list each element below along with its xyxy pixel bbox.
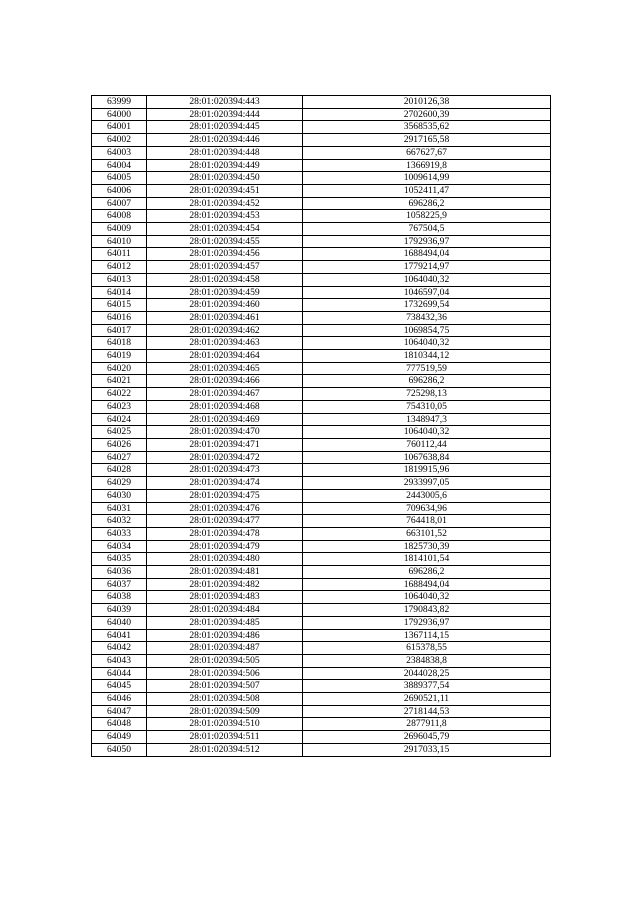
cadastral-number-cell: 28:01:020394:459 (147, 286, 303, 299)
cadastral-number-cell: 28:01:020394:510 (147, 718, 303, 731)
row-number-cell: 64042 (92, 642, 147, 655)
cadastral-number-cell: 28:01:020394:467 (147, 388, 303, 401)
table-row (92, 299, 551, 312)
cadastral-number-cell: 28:01:020394:446 (147, 134, 303, 147)
table-row (92, 743, 551, 756)
table-row (92, 108, 551, 121)
row-number-cell: 64039 (92, 604, 147, 617)
row-number-cell: 64019 (92, 350, 147, 363)
cadastral-number-cell: 28:01:020394:454 (147, 223, 303, 236)
row-number-cell: 64021 (92, 375, 147, 388)
cadastral-number-cell: 28:01:020394:464 (147, 350, 303, 363)
value-cell: 3568535,62 (303, 121, 551, 134)
row-number-cell: 64037 (92, 578, 147, 591)
value-cell: 1825730,39 (303, 540, 551, 553)
row-number-cell: 64048 (92, 718, 147, 731)
value-cell: 1819915,96 (303, 464, 551, 477)
table-row (92, 273, 551, 286)
table-row (92, 324, 551, 337)
cadastral-number-cell: 28:01:020394:449 (147, 159, 303, 172)
value-cell: 1064040,32 (303, 426, 551, 439)
cadastral-number-cell: 28:01:020394:486 (147, 629, 303, 642)
value-cell: 1790843,82 (303, 604, 551, 617)
row-number-cell: 64032 (92, 515, 147, 528)
row-number-cell: 64007 (92, 197, 147, 210)
value-cell: 1792936,97 (303, 616, 551, 629)
table-row (92, 477, 551, 490)
cadastral-number-cell: 28:01:020394:478 (147, 527, 303, 540)
cadastral-number-cell: 28:01:020394:482 (147, 578, 303, 591)
cadastral-number-cell: 28:01:020394:483 (147, 591, 303, 604)
row-number-cell: 64040 (92, 616, 147, 629)
value-cell: 1366919,8 (303, 159, 551, 172)
row-number-cell: 64035 (92, 553, 147, 566)
row-number-cell: 64024 (92, 413, 147, 426)
row-number-cell: 64046 (92, 693, 147, 706)
value-cell: 663101,52 (303, 527, 551, 540)
table-row (92, 388, 551, 401)
value-cell: 1810344,12 (303, 350, 551, 363)
cadastral-number-cell: 28:01:020394:443 (147, 96, 303, 109)
table-row (92, 527, 551, 540)
value-cell: 725298,13 (303, 388, 551, 401)
cadastral-number-cell: 28:01:020394:456 (147, 248, 303, 261)
table-row (92, 642, 551, 655)
table-row (92, 184, 551, 197)
row-number-cell: 64036 (92, 566, 147, 579)
row-number-cell: 64022 (92, 388, 147, 401)
cadastral-number-cell: 28:01:020394:477 (147, 515, 303, 528)
table-row (92, 210, 551, 223)
table-row (92, 591, 551, 604)
table-row (92, 438, 551, 451)
row-number-cell: 64033 (92, 527, 147, 540)
row-number-cell: 64004 (92, 159, 147, 172)
value-cell: 2917165,58 (303, 134, 551, 147)
cadastral-number-cell: 28:01:020394:462 (147, 324, 303, 337)
row-number-cell: 64047 (92, 705, 147, 718)
cadastral-number-cell: 28:01:020394:448 (147, 146, 303, 159)
table-row (92, 197, 551, 210)
value-cell: 2877911,8 (303, 718, 551, 731)
table-row (92, 489, 551, 502)
cadastral-number-cell: 28:01:020394:473 (147, 464, 303, 477)
cadastral-number-cell: 28:01:020394:465 (147, 362, 303, 375)
table-row (92, 502, 551, 515)
table-row (92, 515, 551, 528)
row-number-cell: 64045 (92, 680, 147, 693)
cadastral-number-cell: 28:01:020394:509 (147, 705, 303, 718)
value-cell: 1814101,54 (303, 553, 551, 566)
table-row (92, 654, 551, 667)
value-cell: 696286,2 (303, 197, 551, 210)
table-row (92, 96, 551, 109)
row-number-cell: 64049 (92, 731, 147, 744)
table-row (92, 680, 551, 693)
table-row (92, 400, 551, 413)
cadastral-number-cell: 28:01:020394:453 (147, 210, 303, 223)
cadastral-number-cell: 28:01:020394:485 (147, 616, 303, 629)
cadastral-number-cell: 28:01:020394:471 (147, 438, 303, 451)
value-cell: 1058225,9 (303, 210, 551, 223)
row-number-cell: 64010 (92, 235, 147, 248)
value-cell: 2702600,39 (303, 108, 551, 121)
table-row (92, 337, 551, 350)
table-row (92, 566, 551, 579)
row-number-cell: 64003 (92, 146, 147, 159)
row-number-cell: 64002 (92, 134, 147, 147)
value-cell: 1688494,04 (303, 248, 551, 261)
row-number-cell: 64023 (92, 400, 147, 413)
value-cell: 2443005,6 (303, 489, 551, 502)
table-row (92, 261, 551, 274)
table-row (92, 134, 551, 147)
table-row (92, 731, 551, 744)
cadastral-number-cell: 28:01:020394:450 (147, 172, 303, 185)
table-row (92, 693, 551, 706)
table-row (92, 540, 551, 553)
cadastral-number-cell: 28:01:020394:476 (147, 502, 303, 515)
table-row (92, 616, 551, 629)
cadastral-number-cell: 28:01:020394:458 (147, 273, 303, 286)
cadastral-number-cell: 28:01:020394:475 (147, 489, 303, 502)
value-cell: 1064040,32 (303, 273, 551, 286)
row-number-cell: 63999 (92, 96, 147, 109)
row-number-cell: 64025 (92, 426, 147, 439)
row-number-cell: 64008 (92, 210, 147, 223)
cadastral-number-cell: 28:01:020394:511 (147, 731, 303, 744)
value-cell: 754310,05 (303, 400, 551, 413)
value-cell: 2696045,79 (303, 731, 551, 744)
row-number-cell: 64020 (92, 362, 147, 375)
row-number-cell: 64028 (92, 464, 147, 477)
value-cell: 2718144,53 (303, 705, 551, 718)
table-row (92, 311, 551, 324)
table-row (92, 451, 551, 464)
cadastral-number-cell: 28:01:020394:445 (147, 121, 303, 134)
value-cell: 696286,2 (303, 375, 551, 388)
row-number-cell: 64029 (92, 477, 147, 490)
value-cell: 1688494,04 (303, 578, 551, 591)
table-row (92, 553, 551, 566)
value-cell: 767504,5 (303, 223, 551, 236)
table-row (92, 159, 551, 172)
table-row (92, 718, 551, 731)
row-number-cell: 64017 (92, 324, 147, 337)
value-cell: 2917033,15 (303, 743, 551, 756)
cadastral-number-cell: 28:01:020394:479 (147, 540, 303, 553)
table-row (92, 286, 551, 299)
cadastral-number-cell: 28:01:020394:452 (147, 197, 303, 210)
table-row (92, 667, 551, 680)
table-row (92, 375, 551, 388)
value-cell: 615378,55 (303, 642, 551, 655)
cadastral-number-cell: 28:01:020394:506 (147, 667, 303, 680)
value-cell: 3889377,54 (303, 680, 551, 693)
value-cell: 2933997,05 (303, 477, 551, 490)
row-number-cell: 64005 (92, 172, 147, 185)
value-cell: 760112,44 (303, 438, 551, 451)
row-number-cell: 64044 (92, 667, 147, 680)
value-cell: 1067638,84 (303, 451, 551, 464)
value-cell: 667627,67 (303, 146, 551, 159)
table-row (92, 705, 551, 718)
row-number-cell: 64038 (92, 591, 147, 604)
cadastral-number-cell: 28:01:020394:466 (147, 375, 303, 388)
value-cell: 709634,96 (303, 502, 551, 515)
row-number-cell: 64018 (92, 337, 147, 350)
value-cell: 1348947,3 (303, 413, 551, 426)
row-number-cell: 64011 (92, 248, 147, 261)
row-number-cell: 64043 (92, 654, 147, 667)
cadastral-number-cell: 28:01:020394:451 (147, 184, 303, 197)
cadastral-number-cell: 28:01:020394:457 (147, 261, 303, 274)
value-cell: 1779214,97 (303, 261, 551, 274)
value-cell: 738432,36 (303, 311, 551, 324)
cadastral-number-cell: 28:01:020394:444 (147, 108, 303, 121)
table-row (92, 578, 551, 591)
row-number-cell: 64041 (92, 629, 147, 642)
row-number-cell: 64034 (92, 540, 147, 553)
value-cell: 1367114,15 (303, 629, 551, 642)
value-cell: 696286,2 (303, 566, 551, 579)
table-row (92, 464, 551, 477)
value-cell: 1064040,32 (303, 591, 551, 604)
cadastral-number-cell: 28:01:020394:460 (147, 299, 303, 312)
row-number-cell: 64014 (92, 286, 147, 299)
value-cell: 2690521,11 (303, 693, 551, 706)
value-cell: 1732699,54 (303, 299, 551, 312)
row-number-cell: 64013 (92, 273, 147, 286)
value-cell: 2044028,25 (303, 667, 551, 680)
cadastral-number-cell: 28:01:020394:474 (147, 477, 303, 490)
row-number-cell: 64026 (92, 438, 147, 451)
table-row (92, 350, 551, 363)
table-row (92, 248, 551, 261)
table-row (92, 223, 551, 236)
row-number-cell: 64006 (92, 184, 147, 197)
value-cell: 1792936,97 (303, 235, 551, 248)
row-number-cell: 64001 (92, 121, 147, 134)
table-row (92, 426, 551, 439)
cadastral-number-cell: 28:01:020394:507 (147, 680, 303, 693)
row-number-cell: 64000 (92, 108, 147, 121)
table-row (92, 235, 551, 248)
table-body (92, 96, 551, 757)
cadastral-number-cell: 28:01:020394:455 (147, 235, 303, 248)
value-cell: 1064040,32 (303, 337, 551, 350)
table-row (92, 146, 551, 159)
row-number-cell: 64030 (92, 489, 147, 502)
cadastral-number-cell: 28:01:020394:487 (147, 642, 303, 655)
row-number-cell: 64009 (92, 223, 147, 236)
row-number-cell: 64012 (92, 261, 147, 274)
value-cell: 1046597,04 (303, 286, 551, 299)
value-cell: 1052411,47 (303, 184, 551, 197)
cadastral-number-cell: 28:01:020394:461 (147, 311, 303, 324)
cadastral-number-cell: 28:01:020394:470 (147, 426, 303, 439)
cadastral-number-cell: 28:01:020394:463 (147, 337, 303, 350)
row-number-cell: 64027 (92, 451, 147, 464)
cadastral-number-cell: 28:01:020394:505 (147, 654, 303, 667)
row-number-cell: 64031 (92, 502, 147, 515)
value-cell: 1009614,99 (303, 172, 551, 185)
table-row (92, 172, 551, 185)
cadastral-number-cell: 28:01:020394:508 (147, 693, 303, 706)
table-row (92, 629, 551, 642)
table-row (92, 121, 551, 134)
cadastral-number-cell: 28:01:020394:469 (147, 413, 303, 426)
value-cell: 2384838,8 (303, 654, 551, 667)
value-cell: 777519,59 (303, 362, 551, 375)
cadastral-number-cell: 28:01:020394:480 (147, 553, 303, 566)
cadastral-value-table (91, 95, 551, 757)
cadastral-number-cell: 28:01:020394:481 (147, 566, 303, 579)
value-cell: 1069854,75 (303, 324, 551, 337)
cadastral-number-cell: 28:01:020394:484 (147, 604, 303, 617)
row-number-cell: 64016 (92, 311, 147, 324)
table-row (92, 604, 551, 617)
value-cell: 764418,01 (303, 515, 551, 528)
row-number-cell: 64015 (92, 299, 147, 312)
cadastral-number-cell: 28:01:020394:512 (147, 743, 303, 756)
table-row (92, 413, 551, 426)
cadastral-number-cell: 28:01:020394:472 (147, 451, 303, 464)
cadastral-number-cell: 28:01:020394:468 (147, 400, 303, 413)
row-number-cell: 64050 (92, 743, 147, 756)
value-cell: 2010126,38 (303, 96, 551, 109)
table-row (92, 362, 551, 375)
